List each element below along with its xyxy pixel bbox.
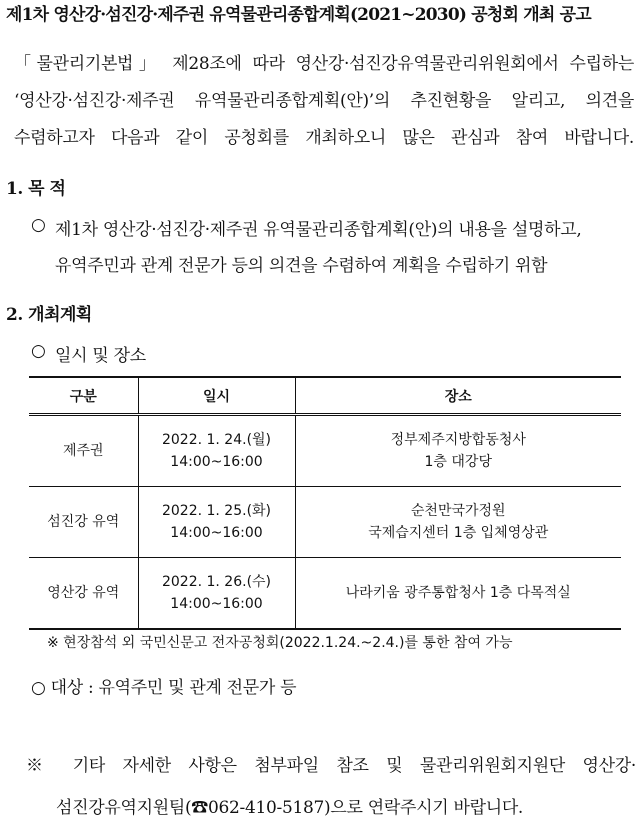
datetime-cell bbox=[138, 558, 295, 630]
place-text: 국제습지센터 1층 입체영상관 bbox=[368, 525, 549, 541]
intro-paragraph bbox=[14, 46, 634, 157]
datetime-cell bbox=[138, 415, 295, 487]
place-text: 정부제주지방합동청사 bbox=[390, 432, 526, 448]
region-cell: 섬진강 유역 bbox=[29, 487, 138, 558]
closing-paragraph bbox=[26, 745, 636, 829]
date-text: 2022. 1. 26.(수) bbox=[161, 574, 272, 590]
datetime-cell bbox=[138, 487, 295, 558]
region-cell: 영산강 유역 bbox=[29, 558, 138, 630]
purpose-line: 제1차 영산강·섬진강·제주권 유역물관리종합계획(안)의 내용을 설명하고, bbox=[55, 220, 582, 240]
column-header: 구분 bbox=[29, 377, 138, 415]
intro-line: 「물관리기본법」 제28조에 따라 영산강·섬진강유역물관리위원회에서 수립하는 bbox=[14, 54, 634, 74]
place-cell bbox=[295, 487, 621, 558]
table-row bbox=[29, 558, 621, 630]
notice-title: 제1차 영산강·섬진강·제주권 유역물관리종합계획(2021~2030) 공청회 개최 공고 bbox=[6, 5, 591, 25]
table-row bbox=[29, 415, 621, 487]
table-row bbox=[29, 487, 621, 558]
closing-line: ※ 기타 자세한 사항은 첨부파일 참조 및 물관리위원회지원단 영산강· bbox=[26, 756, 636, 776]
column-header: 장소 bbox=[295, 377, 621, 415]
region-cell: 제주권 bbox=[29, 415, 138, 487]
schedule-table bbox=[29, 376, 621, 630]
time-text: 14:00~16:00 bbox=[170, 454, 263, 470]
column-header: 일시 bbox=[138, 377, 295, 415]
table-header-row bbox=[29, 377, 621, 415]
place-text: 순천만국가정원 bbox=[410, 503, 506, 519]
section1-heading: 1. 목 적 bbox=[6, 179, 66, 199]
time-text: 14:00~16:00 bbox=[170, 596, 263, 612]
schedule-label: 일시 및 장소 bbox=[55, 346, 146, 366]
date-text: 2022. 1. 24.(월) bbox=[161, 432, 272, 448]
closing-line: 섬진강유역지원팀(☎062-410-5187)으로 연락주시기 바랍니다. bbox=[56, 798, 524, 818]
bullet-icon: ○ bbox=[31, 341, 46, 361]
bullet-icon: ○ bbox=[31, 215, 46, 235]
intro-line: ‘영산강·섬진강·제주권 유역물관리종합계획(안)’의 추진현황을 알리고, 의견을 bbox=[14, 91, 634, 111]
section2-heading: 2. 개최계획 bbox=[6, 305, 92, 325]
target-line: ○ 대상 : 유역주민 및 관계 전문가 등 bbox=[31, 678, 297, 698]
purpose-line: 유역주민과 관계 전문가 등의 의견을 수렴하여 계획을 수립하기 위함 bbox=[55, 256, 548, 276]
place-cell bbox=[295, 558, 621, 630]
place-text: 나라키움 광주통합청사 1층 다목적실 bbox=[345, 585, 571, 601]
time-text: 14:00~16:00 bbox=[170, 525, 263, 541]
intro-line: 수렴하고자 다음과 같이 공청회를 개최하오니 많은 관심과 참여 바랍니다. bbox=[14, 128, 634, 148]
participation-note: ※ 현장참석 외 국민신문고 전자공청회(2022.1.24.~2.4.)를 통한 참여 가능 bbox=[47, 635, 513, 651]
date-text: 2022. 1. 25.(화) bbox=[161, 503, 272, 519]
place-text: 1층 대강당 bbox=[424, 454, 492, 470]
place-cell bbox=[295, 415, 621, 487]
